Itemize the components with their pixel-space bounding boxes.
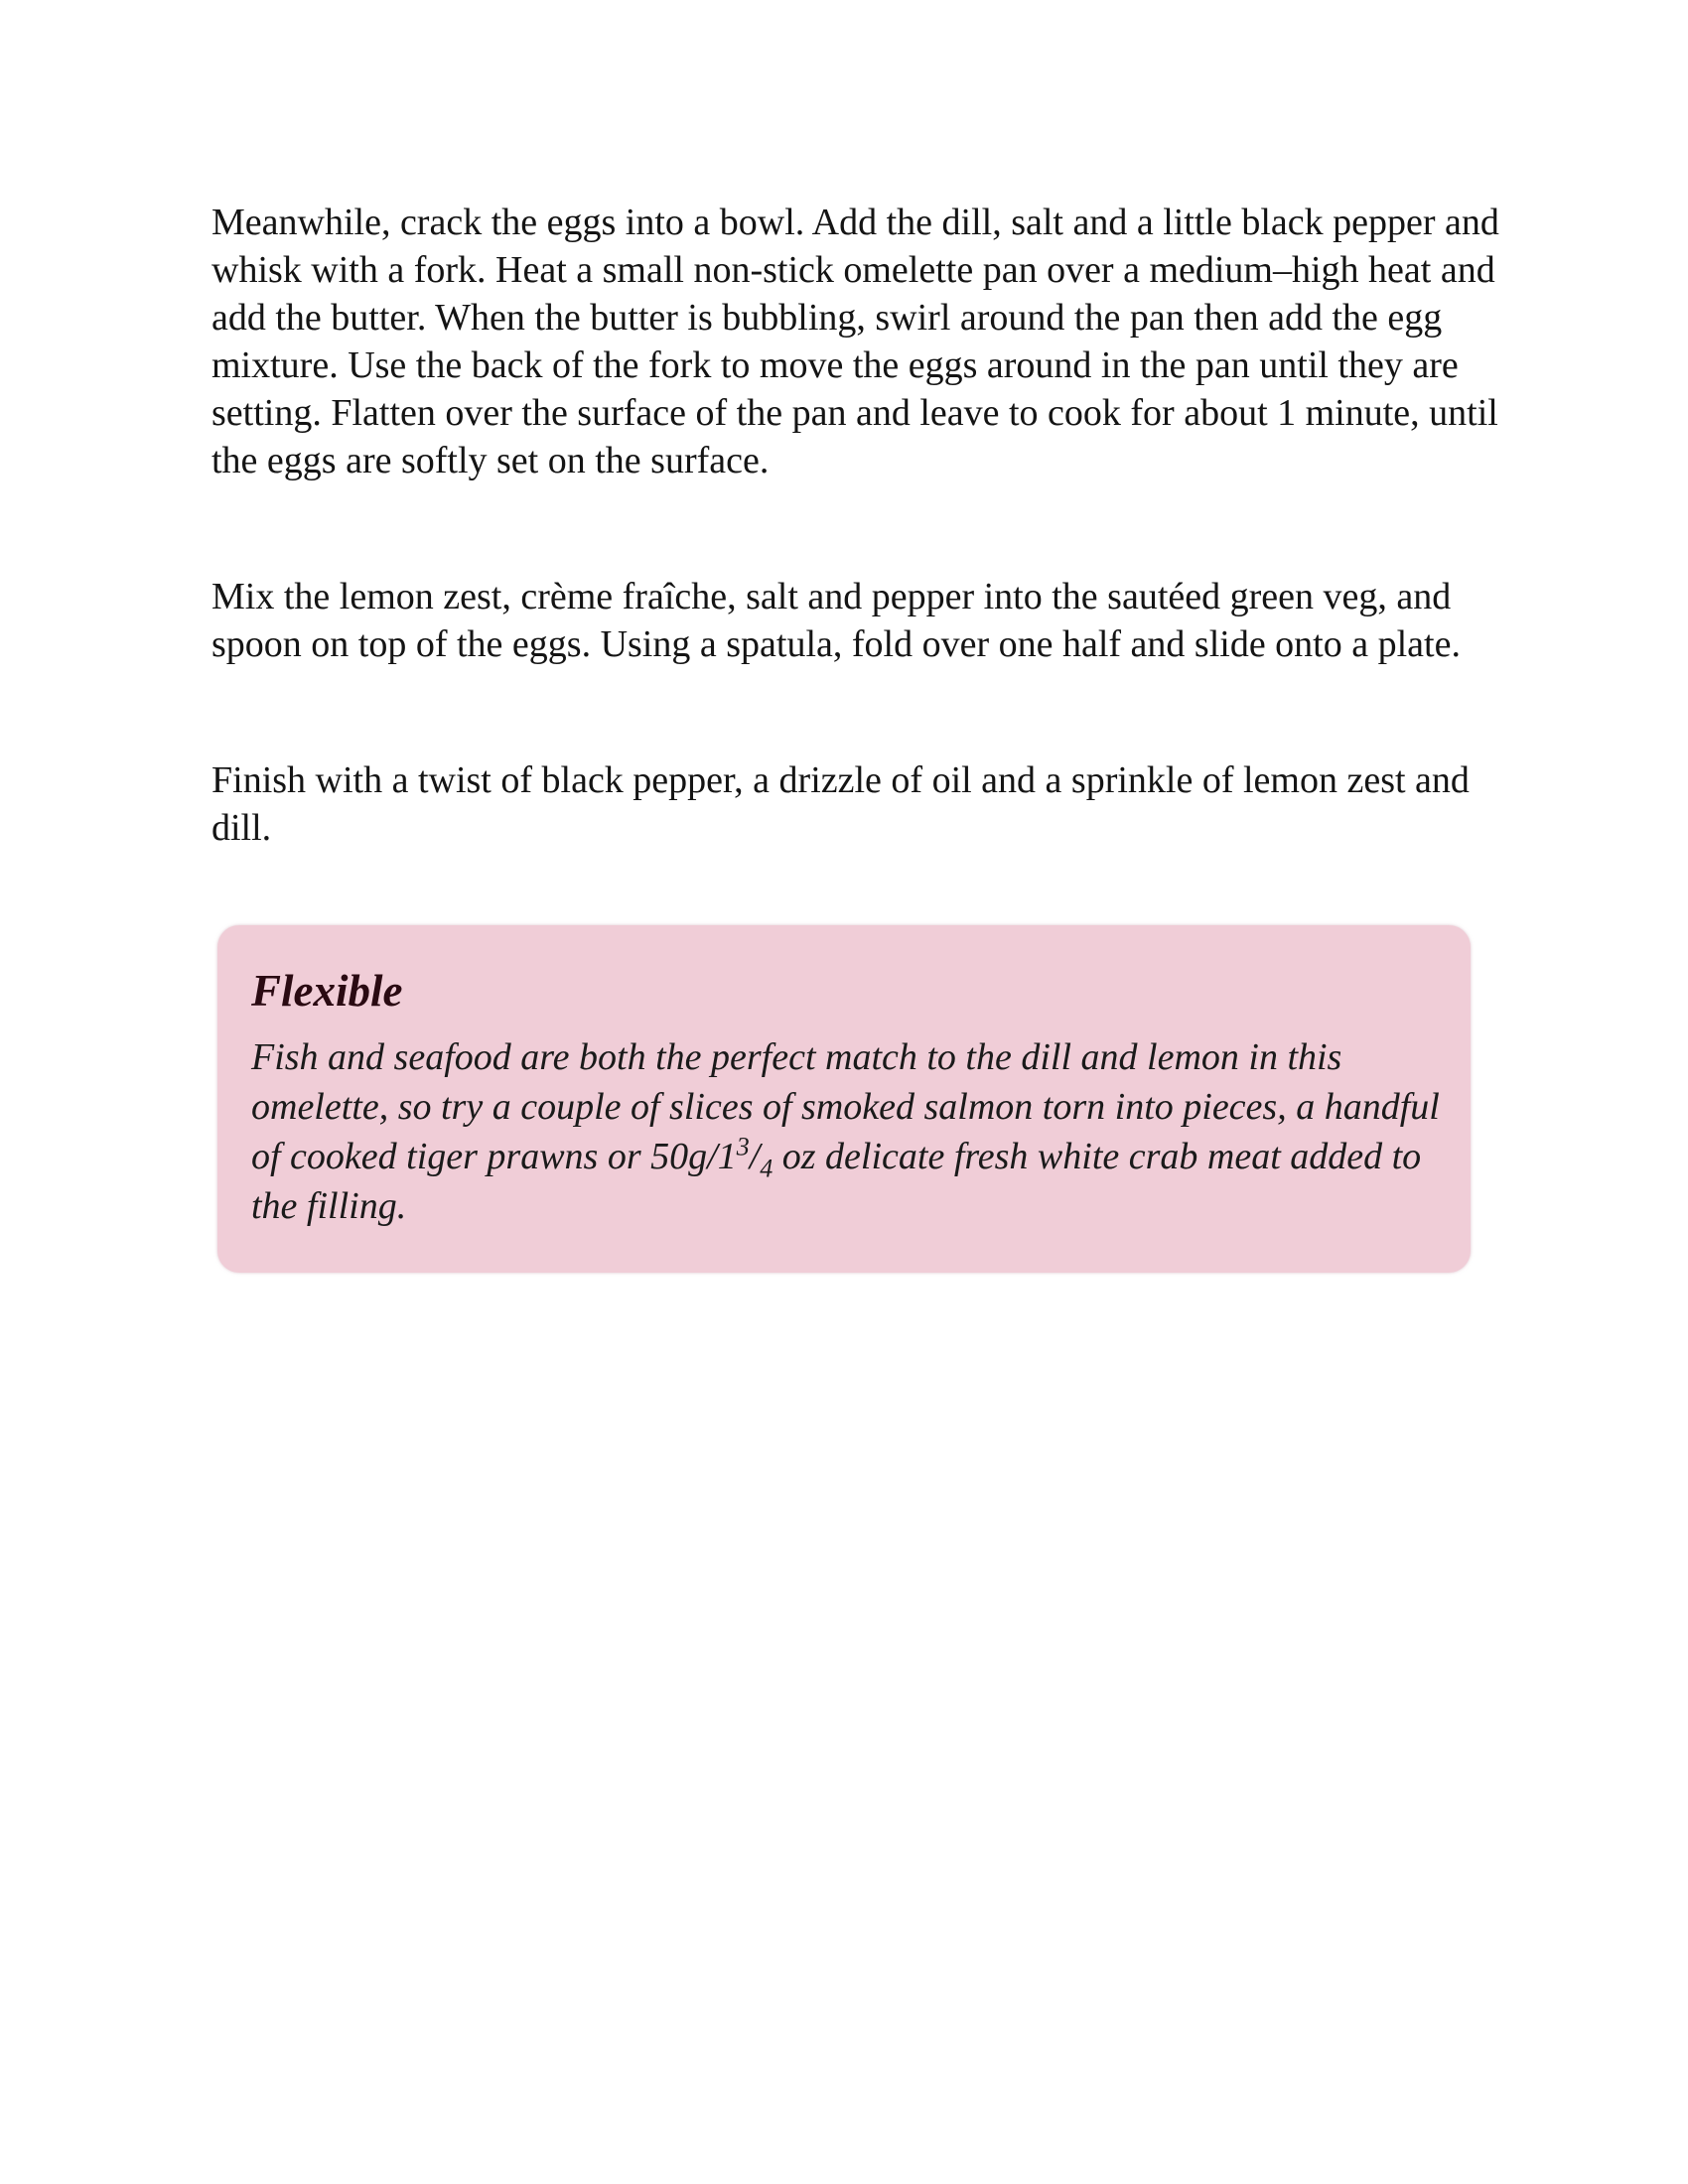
fraction-denominator: 4 [760, 1154, 774, 1183]
tip-text-end: oz delicate fresh white crab meat added to the filling. [251, 1136, 1422, 1227]
tip-title: Flexible [251, 966, 403, 1016]
fraction-numerator: 3 [736, 1132, 750, 1161]
method-paragraph-filling: Mix the lemon zest, crème fraîche, salt and pepper into the sautéed green veg, and spoon on top of the eggs. Using a spatula, fold over one half and slide onto a plate. [211, 576, 1461, 665]
tip-text [251, 1032, 1443, 1231]
tip-text-start: Fish and seafood are both the perfect match to the dill and lemon in this omelette, so try a couple of slices of smoked salmon torn into pieces, a handful of cooked tiger prawns or 50g/1 [251, 1036, 1440, 1177]
method-paragraph-finish: Finish with a twist of black pepper, a drizzle of oil and a sprinkle of lemon zest and dill. [211, 759, 1470, 849]
fraction [736, 1132, 774, 1183]
tip-box [217, 925, 1471, 1273]
fraction-separator: / [749, 1136, 761, 1177]
method-paragraph-omelette: Meanwhile, crack the eggs into a bowl. Add the dill, salt and a little black pepper and whisk with a fork. Heat a small non-stick omelette pan over a medium–high heat and add the butter. When the butter is bubbling, swirl around the pan then add the egg mixture. Use the back of the fork to move the eggs around in the pan until they are setting. Flatten over the surface of the pan and leave to cook for about 1 minute, until the eggs are softly set on the surface. [211, 202, 1499, 481]
